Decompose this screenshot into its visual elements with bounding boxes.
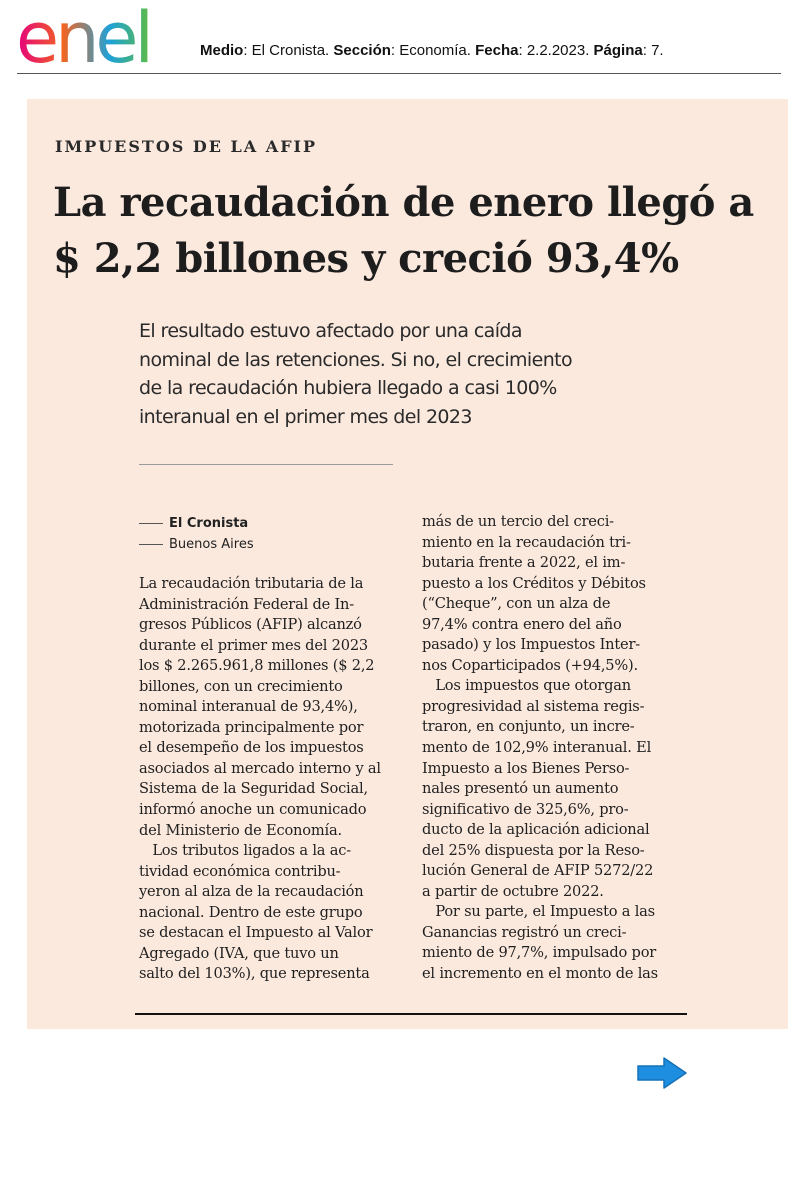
article-line: gresos Públicos (AFIP) alcanzó bbox=[139, 616, 362, 634]
article-line: salto del 103%), que representa bbox=[139, 965, 370, 983]
article-line: se destacan el Impuesto al Valor bbox=[139, 924, 373, 942]
article-line: mento de 102,9% interanual. El bbox=[422, 739, 652, 757]
article-line: nacional. Dentro de este grupo bbox=[139, 903, 363, 921]
headline-line: $ 2,2 billones y creció 93,4% bbox=[53, 235, 679, 282]
article-line: Los impuestos que otorgan bbox=[422, 677, 631, 695]
article-line: a partir de octubre 2022. bbox=[422, 882, 604, 900]
article-line: traron, en conjunto, un incre- bbox=[422, 718, 635, 736]
article-line: informó anoche un comunicado bbox=[139, 801, 367, 819]
dek-line: nominal de las retenciones. Si no, el crecimiento bbox=[139, 348, 573, 371]
seccion-value: : Economía. bbox=[390, 42, 476, 59]
article-line: Por su parte, el Impuesto a las bbox=[422, 903, 655, 921]
article-line: Sistema de la Seguridad Social, bbox=[139, 780, 368, 798]
byline-dash bbox=[139, 544, 163, 545]
article-line: butaria frente a 2022, el im- bbox=[422, 554, 626, 572]
headline-line: La recaudación de enero llegó a bbox=[53, 179, 754, 226]
article-line: motorizada principalmente por bbox=[139, 718, 364, 736]
article-line: el incremento en el monto de las bbox=[422, 965, 658, 983]
article-column-right bbox=[422, 512, 684, 985]
article-line: más de un tercio del creci- bbox=[422, 513, 614, 530]
article-line: (“Cheque”, con un alza de bbox=[422, 595, 611, 613]
dek-line: interanual en el primer mes del 2023 bbox=[139, 405, 472, 428]
article-line: los $ 2.265.961,8 millones ($ 2,2 bbox=[139, 657, 375, 675]
article-line: 97,4% contra enero del año bbox=[422, 615, 622, 633]
medio-value: : El Cronista. bbox=[243, 42, 334, 59]
byline-dash bbox=[139, 523, 163, 524]
byline bbox=[139, 513, 254, 555]
article-line: pasado) y los Impuestos Inter- bbox=[422, 636, 640, 654]
enel-logo bbox=[16, 6, 182, 68]
article-line: tividad económica contribu- bbox=[139, 862, 341, 880]
byline-author: El Cronista bbox=[169, 516, 249, 531]
article-line: Los tributos ligados a la ac- bbox=[139, 842, 351, 860]
article-line: nos Coparticipados (+94,5%). bbox=[422, 656, 638, 674]
article-column-left bbox=[139, 574, 395, 985]
article-line: nales presentó un aumento bbox=[422, 780, 619, 798]
medio-label: Medio bbox=[200, 42, 244, 59]
article-line: miento de 97,7%, impulsado por bbox=[422, 944, 657, 962]
headline bbox=[53, 175, 778, 287]
article-line: miento en la recaudación tri- bbox=[422, 533, 631, 551]
pagina-value: : 7. bbox=[642, 42, 664, 59]
article-line: del Ministerio de Economía. bbox=[139, 821, 342, 839]
byline-location: Buenos Aires bbox=[169, 537, 254, 552]
subheadline bbox=[139, 317, 639, 431]
article-line: el desempeño de los impuestos bbox=[139, 739, 364, 757]
right-arrow-icon[interactable] bbox=[636, 1056, 688, 1090]
article-line: Impuesto a los Bienes Perso- bbox=[422, 759, 630, 777]
article-line: yeron al alza de la recaudación bbox=[139, 883, 364, 901]
article-line: La recaudación tributaria de la bbox=[139, 575, 364, 592]
dek-line: de la recaudación hubiera llegado a casi 100% bbox=[139, 377, 557, 399]
article-bottom-rule bbox=[135, 1013, 687, 1015]
dek-divider bbox=[139, 464, 393, 465]
article-line: nominal interanual de 93,4%), bbox=[139, 698, 358, 716]
article-line: Administración Federal de In- bbox=[139, 595, 354, 613]
article-line: ducto de la aplicación adicional bbox=[422, 821, 650, 839]
newspaper-clipping bbox=[27, 99, 788, 1029]
pagina-label: Página bbox=[593, 42, 643, 59]
fecha-label: Fecha bbox=[475, 42, 519, 59]
seccion-label: Sección bbox=[333, 42, 391, 59]
article-line: durante el primer mes del 2023 bbox=[139, 636, 369, 654]
article-line: puesto a los Créditos y Débitos bbox=[422, 574, 646, 592]
header-divider bbox=[17, 73, 781, 74]
dek-line: El resultado estuvo afectado por una caída bbox=[139, 320, 522, 342]
article-line: Agregado (IVA, que tuvo un bbox=[139, 944, 339, 962]
article-line: lución General de AFIP 5272/22 bbox=[422, 862, 654, 880]
article-line: Ganancias registró un creci- bbox=[422, 923, 627, 941]
article-line: del 25% dispuesta por la Reso- bbox=[422, 841, 645, 859]
article-line: significativo de 325,6%, pro- bbox=[422, 800, 629, 818]
article-line: progresividad al sistema regis- bbox=[422, 697, 645, 715]
logo-wordmark: enel bbox=[16, 6, 150, 68]
article-line: asociados al mercado interno y al bbox=[139, 759, 381, 777]
article-line: billones, con un crecimiento bbox=[139, 677, 343, 695]
fecha-value: : 2.2.2023. bbox=[518, 42, 594, 59]
section-kicker: IMPUESTOS DE LA AFIP bbox=[55, 137, 318, 156]
press-clipping-metadata bbox=[200, 42, 664, 59]
